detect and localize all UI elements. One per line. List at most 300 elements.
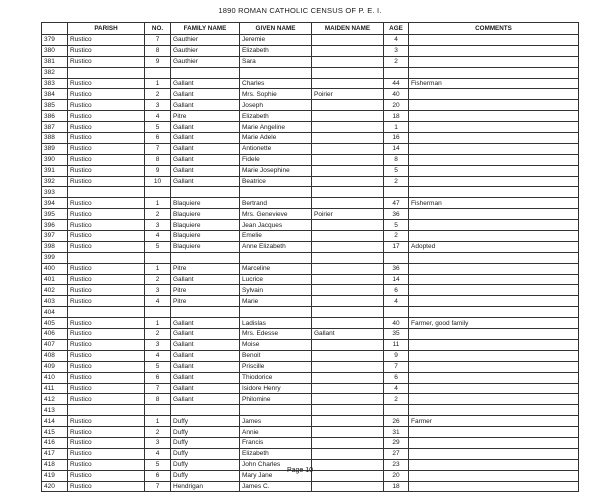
cell-age: 26 [384,416,409,427]
cell-no: 4 [145,111,171,122]
cell-parish: Rustico [68,122,145,133]
cell-age: 17 [384,241,409,252]
cell-age: 5 [384,220,409,231]
cell-parish: Rustico [68,394,145,405]
cell-no: 5 [145,459,171,470]
cell-no: 2 [145,329,171,340]
cell-comments [409,263,579,274]
cell-no: 3 [145,437,171,448]
cell-no: 2 [145,427,171,438]
table-row [42,329,579,340]
cell-row-number: 395 [42,209,68,220]
table-row [42,252,579,263]
cell-no: 7 [145,481,171,492]
cell-no: 1 [145,198,171,209]
cell-row-number: 380 [42,45,68,56]
cell-given-name: Anne Elizabeth [240,241,312,252]
table-row [42,296,579,307]
cell-family-name: Duffy [171,459,240,470]
cell-given-name [240,187,312,198]
cell-maiden-name [312,231,384,242]
cell-row-number: 420 [42,481,68,492]
cell-family-name: Gallant [171,318,240,329]
cell-parish: Rustico [68,481,145,492]
cell-row-number: 386 [42,111,68,122]
cell-given-name: Moise [240,339,312,350]
cell-comments [409,481,579,492]
cell-no [145,67,171,78]
table-row [42,35,579,46]
cell-comments [409,35,579,46]
cell-comments [409,45,579,56]
cell-age [384,307,409,318]
cell-parish [68,307,145,318]
table-row [42,448,579,459]
cell-row-number: 385 [42,100,68,111]
page-number: Page 10 [286,467,314,474]
cell-row-number: 418 [42,459,68,470]
cell-given-name: Thiodorice [240,372,312,383]
cell-no: 6 [145,470,171,481]
cell-no: 5 [145,241,171,252]
cell-parish: Rustico [68,470,145,481]
cell-comments: Fisherman [409,198,579,209]
cell-row-number: 412 [42,394,68,405]
cell-family-name: Blaquiere [171,231,240,242]
cell-comments [409,350,579,361]
cell-no: 7 [145,383,171,394]
cell-maiden-name [312,339,384,350]
cell-parish: Rustico [68,296,145,307]
cell-row-number: 387 [42,122,68,133]
cell-row-number: 394 [42,198,68,209]
cell-parish: Rustico [68,89,145,100]
cell-no: 8 [145,394,171,405]
cell-family-name: Gallant [171,394,240,405]
cell-parish: Rustico [68,100,145,111]
cell-row-number: 389 [42,143,68,154]
cell-age [384,252,409,263]
table-row [42,56,579,67]
cell-given-name: Emelie [240,231,312,242]
cell-comments [409,296,579,307]
table-row [42,45,579,56]
cell-maiden-name [312,427,384,438]
cell-given-name: Elizabeth [240,45,312,56]
cell-given-name [240,67,312,78]
cell-given-name: Mary Jane [240,470,312,481]
column-header-comments: COMMENTS [409,23,579,35]
cell-row-number: 379 [42,35,68,46]
cell-row-number: 416 [42,437,68,448]
table-row [42,154,579,165]
table-row [42,241,579,252]
census-table-body [42,35,579,492]
cell-maiden-name [312,133,384,144]
cell-family-name [171,187,240,198]
cell-comments [409,405,579,416]
cell-given-name: Annie [240,427,312,438]
cell-family-name [171,67,240,78]
cell-age: 31 [384,427,409,438]
table-row [42,285,579,296]
cell-no [145,187,171,198]
cell-maiden-name [312,350,384,361]
cell-maiden-name: Poirier [312,209,384,220]
table-row [42,339,579,350]
cell-parish: Rustico [68,350,145,361]
cell-row-number: 398 [42,241,68,252]
cell-given-name: Fidele [240,154,312,165]
cell-no: 1 [145,263,171,274]
table-row [42,263,579,274]
cell-row-number: 402 [42,285,68,296]
table-row [42,274,579,285]
cell-given-name: Marie Adele [240,133,312,144]
cell-given-name: James [240,416,312,427]
cell-maiden-name [312,67,384,78]
cell-parish: Rustico [68,176,145,187]
cell-row-number: 382 [42,67,68,78]
cell-age: 18 [384,111,409,122]
column-header-age: AGE [384,23,409,35]
cell-maiden-name: Poirier [312,89,384,100]
table-row [42,350,579,361]
cell-no: 3 [145,100,171,111]
cell-no: 7 [145,35,171,46]
cell-row-number: 401 [42,274,68,285]
cell-age: 23 [384,459,409,470]
cell-age: 18 [384,481,409,492]
cell-no: 10 [145,176,171,187]
cell-maiden-name [312,154,384,165]
cell-given-name: Marie Josephine [240,165,312,176]
cell-maiden-name [312,372,384,383]
cell-given-name: Francis [240,437,312,448]
cell-given-name: Jeremie [240,35,312,46]
cell-family-name: Duffy [171,470,240,481]
cell-comments [409,231,579,242]
table-row [42,437,579,448]
cell-age: 11 [384,339,409,350]
cell-comments [409,56,579,67]
cell-row-number: 413 [42,405,68,416]
cell-maiden-name [312,307,384,318]
cell-row-number: 405 [42,318,68,329]
cell-family-name: Gallant [171,165,240,176]
cell-comments [409,427,579,438]
cell-comments [409,67,579,78]
cell-row-number: 383 [42,78,68,89]
cell-age: 36 [384,209,409,220]
cell-parish: Rustico [68,372,145,383]
cell-family-name: Pitre [171,263,240,274]
cell-family-name: Gallant [171,176,240,187]
cell-given-name [240,307,312,318]
table-row [42,67,579,78]
cell-row-number: 390 [42,154,68,165]
cell-parish [68,67,145,78]
cell-family-name: Blaquiere [171,241,240,252]
cell-maiden-name [312,198,384,209]
cell-maiden-name [312,143,384,154]
cell-maiden-name [312,45,384,56]
cell-comments [409,339,579,350]
cell-comments [409,307,579,318]
cell-parish: Rustico [68,241,145,252]
cell-age: 44 [384,78,409,89]
cell-comments [409,361,579,372]
cell-given-name: Marie [240,296,312,307]
table-row [42,111,579,122]
table-row [42,372,579,383]
table-row [42,187,579,198]
cell-no [145,307,171,318]
cell-given-name: Elizabeth [240,111,312,122]
cell-maiden-name [312,405,384,416]
cell-family-name: Pitre [171,285,240,296]
cell-given-name [240,252,312,263]
cell-maiden-name [312,448,384,459]
cell-no: 6 [145,133,171,144]
cell-no: 8 [145,45,171,56]
cell-comments [409,165,579,176]
cell-row-number: 406 [42,329,68,340]
cell-age: 27 [384,448,409,459]
cell-given-name: Ladislas [240,318,312,329]
cell-row-number: 411 [42,383,68,394]
census-table [41,22,579,492]
column-header-given-name: GIVEN NAME [240,23,312,35]
cell-given-name: Joseph [240,100,312,111]
cell-parish: Rustico [68,459,145,470]
cell-family-name: Gauthier [171,35,240,46]
cell-maiden-name [312,481,384,492]
cell-maiden-name [312,78,384,89]
cell-no: 2 [145,274,171,285]
cell-row-number: 419 [42,470,68,481]
table-row [42,198,579,209]
cell-given-name: Antionette [240,143,312,154]
cell-family-name [171,252,240,263]
cell-parish: Rustico [68,56,145,67]
cell-no: 5 [145,122,171,133]
cell-parish: Rustico [68,45,145,56]
table-row [42,78,579,89]
cell-parish: Rustico [68,133,145,144]
cell-comments [409,437,579,448]
cell-family-name: Hendrigan [171,481,240,492]
cell-no: 9 [145,56,171,67]
cell-maiden-name [312,56,384,67]
cell-row-number: 414 [42,416,68,427]
table-row [42,165,579,176]
cell-comments [409,133,579,144]
cell-no: 7 [145,143,171,154]
cell-age [384,405,409,416]
cell-maiden-name [312,111,384,122]
cell-row-number: 397 [42,231,68,242]
cell-family-name: Duffy [171,416,240,427]
cell-age: 6 [384,285,409,296]
cell-parish: Rustico [68,285,145,296]
cell-parish: Rustico [68,361,145,372]
cell-parish: Rustico [68,318,145,329]
cell-given-name: Elizabeth [240,448,312,459]
cell-no: 3 [145,285,171,296]
cell-row-number: 400 [42,263,68,274]
cell-maiden-name [312,100,384,111]
cell-no: 8 [145,154,171,165]
cell-no: 1 [145,78,171,89]
table-row [42,100,579,111]
table-row [42,220,579,231]
cell-family-name: Duffy [171,437,240,448]
cell-comments [409,89,579,100]
cell-comments [409,274,579,285]
cell-age: 4 [384,383,409,394]
cell-no: 1 [145,416,171,427]
cell-given-name: John Charles [240,459,312,470]
cell-comments: Adopted [409,241,579,252]
table-header-row [42,23,579,35]
cell-age: 9 [384,350,409,361]
cell-maiden-name [312,35,384,46]
cell-age: 20 [384,100,409,111]
cell-family-name: Gallant [171,350,240,361]
cell-family-name: Gallant [171,372,240,383]
cell-age [384,187,409,198]
cell-parish: Rustico [68,339,145,350]
cell-age: 3 [384,45,409,56]
cell-parish: Rustico [68,416,145,427]
cell-no: 9 [145,165,171,176]
cell-age: 40 [384,89,409,100]
cell-age: 8 [384,154,409,165]
cell-parish: Rustico [68,427,145,438]
cell-row-number: 396 [42,220,68,231]
cell-family-name: Gallant [171,122,240,133]
column-header-maiden-name: MAIDEN NAME [312,23,384,35]
cell-no: 2 [145,89,171,100]
document-title: 1890 ROMAN CATHOLIC CENSUS OF P. E. I. [218,6,382,15]
column-header-parish: PARISH [68,23,145,35]
column-header-no: NO. [145,23,171,35]
cell-given-name: Jean Jacques [240,220,312,231]
cell-parish: Rustico [68,165,145,176]
cell-family-name: Blaquiere [171,220,240,231]
cell-no [145,252,171,263]
cell-maiden-name [312,437,384,448]
cell-age: 29 [384,437,409,448]
cell-maiden-name [312,274,384,285]
cell-comments [409,372,579,383]
cell-parish: Rustico [68,143,145,154]
cell-maiden-name [312,176,384,187]
column-header-row-number [42,23,68,35]
cell-given-name: Philomine [240,394,312,405]
cell-age: 2 [384,394,409,405]
cell-family-name: Gallant [171,339,240,350]
cell-parish: Rustico [68,220,145,231]
cell-parish: Rustico [68,198,145,209]
cell-no: 4 [145,231,171,242]
cell-parish: Rustico [68,111,145,122]
cell-no: 4 [145,448,171,459]
cell-age: 2 [384,176,409,187]
cell-row-number: 388 [42,133,68,144]
cell-given-name: Marie Angeline [240,122,312,133]
cell-parish: Rustico [68,274,145,285]
cell-comments [409,220,579,231]
cell-age: 4 [384,296,409,307]
cell-parish: Rustico [68,78,145,89]
cell-family-name: Gallant [171,274,240,285]
cell-comments [409,154,579,165]
cell-comments [409,176,579,187]
cell-row-number: 392 [42,176,68,187]
cell-given-name: Lucrice [240,274,312,285]
cell-given-name: Benoit [240,350,312,361]
cell-parish: Rustico [68,448,145,459]
cell-family-name: Blaquiere [171,209,240,220]
table-row [42,394,579,405]
cell-age: 7 [384,361,409,372]
table-row [42,405,579,416]
cell-given-name: Isidore Henry [240,383,312,394]
cell-age: 14 [384,143,409,154]
cell-given-name: Sara [240,56,312,67]
cell-family-name: Gallant [171,383,240,394]
cell-parish: Rustico [68,437,145,448]
cell-comments: Farmer, good family [409,318,579,329]
table-row [42,307,579,318]
cell-no: 5 [145,361,171,372]
cell-maiden-name [312,241,384,252]
cell-parish: Rustico [68,35,145,46]
cell-age: 5 [384,165,409,176]
cell-no: 3 [145,220,171,231]
cell-row-number: 404 [42,307,68,318]
cell-maiden-name [312,122,384,133]
cell-parish: Rustico [68,231,145,242]
cell-row-number: 409 [42,361,68,372]
cell-parish: Rustico [68,383,145,394]
cell-given-name: Mrs. Genevieve [240,209,312,220]
table-row [42,122,579,133]
cell-maiden-name [312,285,384,296]
cell-row-number: 399 [42,252,68,263]
cell-given-name: Charles [240,78,312,89]
cell-age: 14 [384,274,409,285]
cell-parish: Rustico [68,154,145,165]
cell-age: 6 [384,372,409,383]
cell-no: 1 [145,318,171,329]
cell-given-name: James C. [240,481,312,492]
table-row [42,427,579,438]
cell-family-name [171,405,240,416]
cell-family-name: Gallant [171,100,240,111]
cell-maiden-name [312,296,384,307]
cell-family-name: Gallant [171,89,240,100]
cell-maiden-name: Gallant [312,329,384,340]
cell-no: 4 [145,296,171,307]
cell-age: 4 [384,35,409,46]
cell-age: 2 [384,231,409,242]
cell-given-name: Beatrice [240,176,312,187]
table-row [42,89,579,100]
cell-no: 4 [145,350,171,361]
